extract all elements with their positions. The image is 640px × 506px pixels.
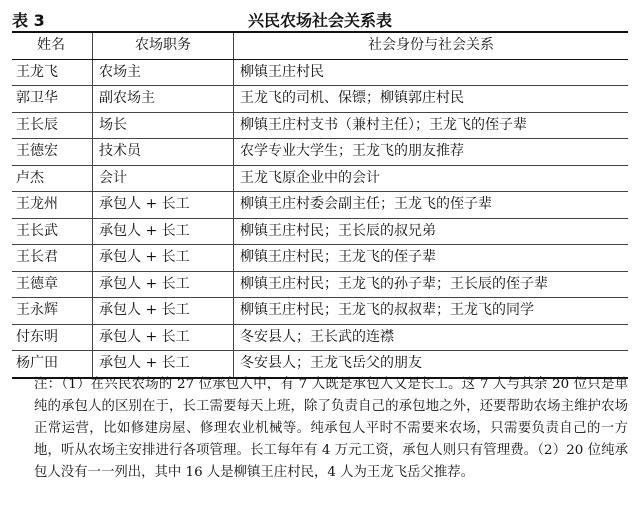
table-row <box>12 298 628 325</box>
cell-farm-role: 会计 <box>93 165 234 192</box>
cell-name: 卢杰 <box>12 165 93 192</box>
cell-farm-role: 承包人 + 长工 <box>93 192 234 219</box>
cell-name: 王永辉 <box>12 298 93 325</box>
table-row <box>12 245 628 272</box>
table-row <box>12 165 628 192</box>
footnote-text: 注：（1）在兴民农场的 27 位承包人中，有 7 人既是承包人又是长工。这 7 人与其余 20 位只是单纯的承包人的区别在于，长工需要每天上班，除了负责自己的承包地之外，还要帮助农场主维护农场正常运营，比如修建房屋、修理农业机械等。纯承包人平时不需要来农场，只需要负责自己的一方地，听从农场主安排进行各项管理。长工每年有 4 万元工资，承包人则只有管理费。（2）20 位纯承包人没有一一列出，其中 16 人是柳镇王庄村民，4 人为王龙飞岳父推荐。 <box>34 377 628 480</box>
cell-farm-role: 承包人 + 长工 <box>93 271 234 298</box>
cell-name: 王德宏 <box>12 139 93 166</box>
table-body <box>12 59 628 378</box>
cell-social-relation: 柳镇王庄村民；王龙飞的孙子辈；王长辰的侄子辈 <box>234 271 629 298</box>
table-row <box>12 86 628 113</box>
table-row <box>12 218 628 245</box>
cell-social-relation: 冬安县人；王龙飞岳父的朋友 <box>234 351 629 378</box>
cell-farm-role: 承包人 + 长工 <box>93 324 234 351</box>
cell-social-relation: 农学专业大学生；王龙飞的朋友推荐 <box>234 139 629 166</box>
cell-name: 王长武 <box>12 218 93 245</box>
table-header-row <box>12 32 628 59</box>
column-header-farm-role: 农场职务 <box>93 32 234 59</box>
table-row <box>12 324 628 351</box>
table-row <box>12 271 628 298</box>
cell-name: 王长辰 <box>12 112 93 139</box>
cell-social-relation: 王龙飞原企业中的会计 <box>234 165 629 192</box>
cell-farm-role: 承包人 + 长工 <box>93 245 234 272</box>
table-caption <box>12 6 628 30</box>
cell-social-relation: 柳镇王庄村民；王龙飞的侄子辈 <box>234 245 629 272</box>
cell-farm-role: 农场主 <box>93 59 234 86</box>
cell-farm-role: 承包人 + 长工 <box>93 351 234 378</box>
cell-name: 王龙州 <box>12 192 93 219</box>
cell-farm-role: 承包人 + 长工 <box>93 298 234 325</box>
table-row <box>12 112 628 139</box>
table-number: 表 3 <box>12 11 45 30</box>
cell-farm-role: 技术员 <box>93 139 234 166</box>
cell-name: 付东明 <box>12 324 93 351</box>
table-row <box>12 192 628 219</box>
cell-name: 王德章 <box>12 271 93 298</box>
cell-name: 郭卫华 <box>12 86 93 113</box>
cell-social-relation: 柳镇王庄村民；王长辰的叔兄弟 <box>234 218 629 245</box>
cell-social-relation: 柳镇王庄村支书（兼村主任）；王龙飞的侄子辈 <box>234 112 629 139</box>
cell-social-relation: 王龙飞的司机、保镖；柳镇郭庄村民 <box>234 86 629 113</box>
cell-farm-role: 场长 <box>93 112 234 139</box>
table-row <box>12 59 628 86</box>
column-header-social-relation: 社会身份与社会关系 <box>234 32 629 59</box>
table-footnote <box>12 374 628 484</box>
cell-name: 王龙飞 <box>12 59 93 86</box>
cell-social-relation: 柳镇王庄村民；王龙飞的叔叔辈；王龙飞的同学 <box>234 298 629 325</box>
cell-farm-role: 承包人 + 长工 <box>93 218 234 245</box>
cell-social-relation: 柳镇王庄村民 <box>234 59 629 86</box>
cell-farm-role: 副农场主 <box>93 86 234 113</box>
social-relations-table <box>12 31 628 379</box>
cell-social-relation: 冬安县人；王长武的连襟 <box>234 324 629 351</box>
cell-name: 杨广田 <box>12 351 93 378</box>
table-row <box>12 139 628 166</box>
cell-name: 王长君 <box>12 245 93 272</box>
column-header-name: 姓名 <box>12 32 93 59</box>
cell-social-relation: 柳镇王庄村委会副主任；王龙飞的侄子辈 <box>234 192 629 219</box>
table-title: 兴民农场社会关系表 <box>247 11 392 30</box>
